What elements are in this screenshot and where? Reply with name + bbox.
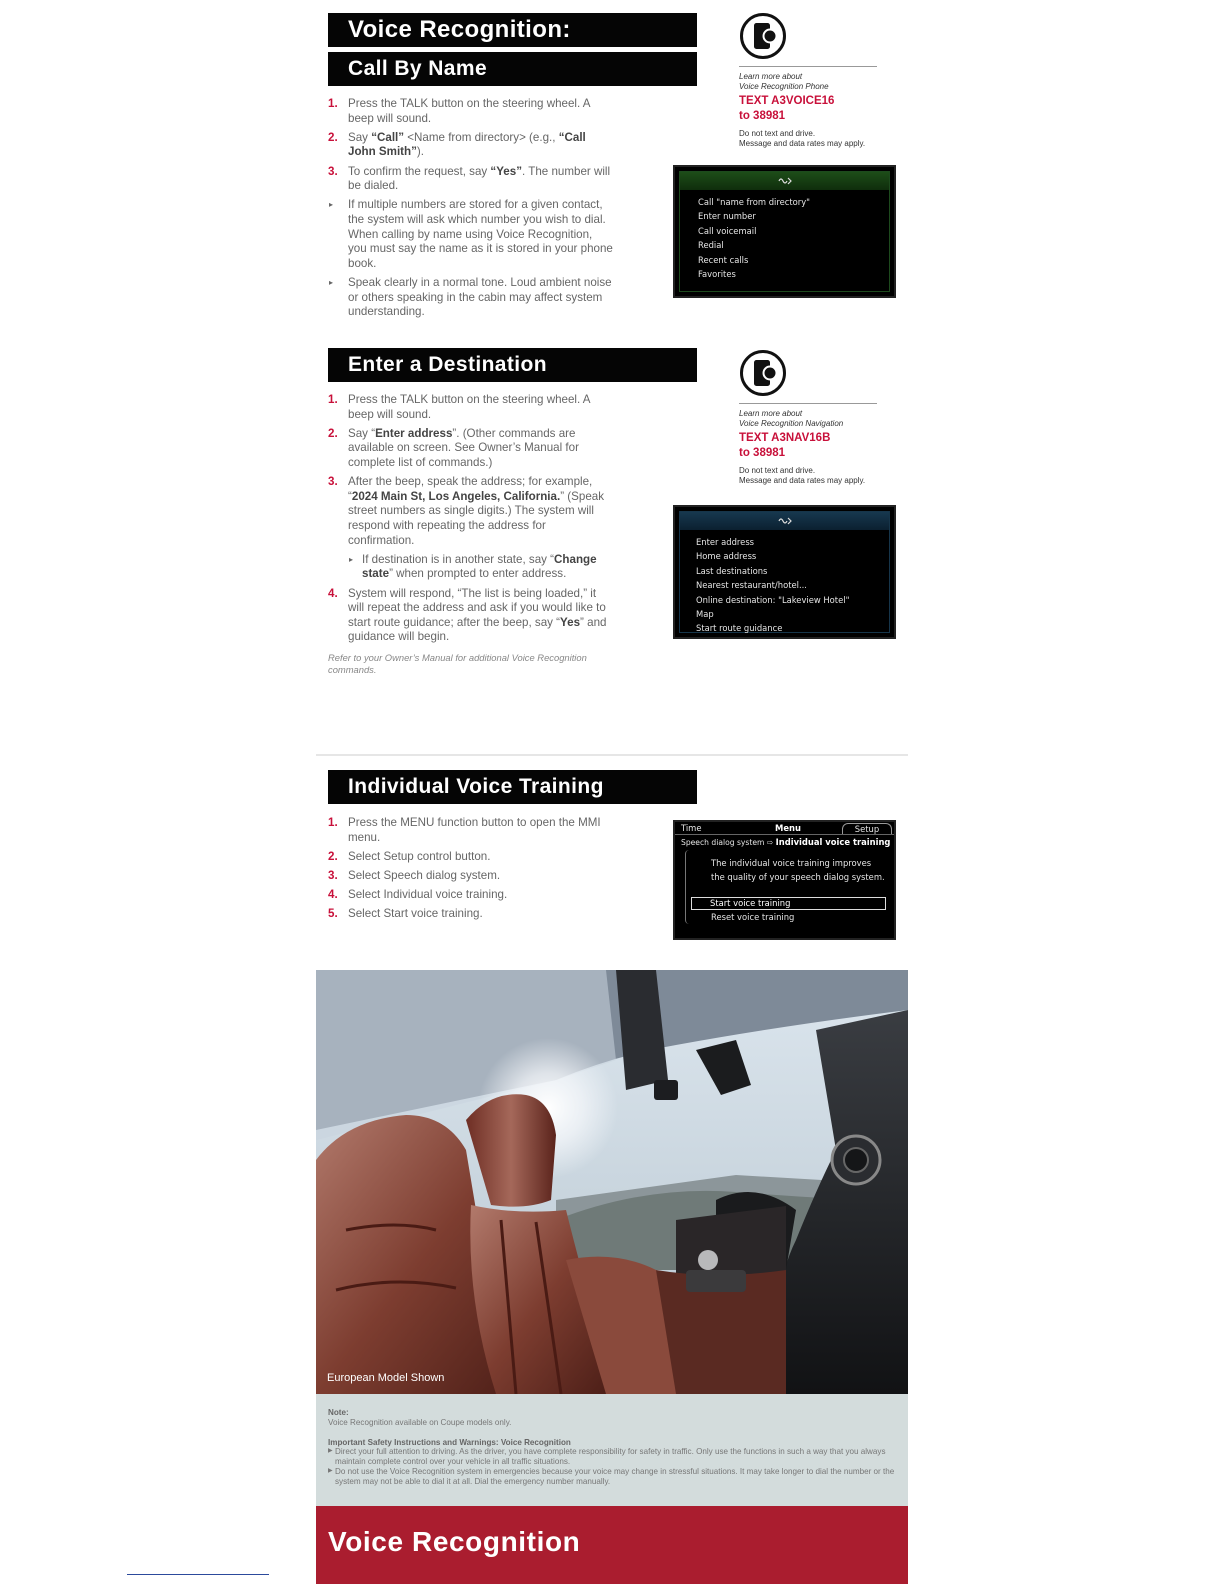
step-text: Select Individual voice training.	[348, 888, 508, 902]
screen-body-text	[711, 856, 885, 884]
car-interior-photo	[316, 970, 908, 1394]
note-title: Note:	[328, 1408, 349, 1417]
section1-title-line2: Call By Name	[328, 52, 697, 86]
safety-bullet-text: Direct your full attention to driving. As the driver, you have complete responsibility for safety in traffic. Only use the functions in such a way that you always maintain complete control over your vehicle in all traffic situations.	[335, 1447, 886, 1467]
breadcrumb-arrow-icon: ⇨	[766, 838, 774, 847]
phone-circle-icon	[739, 12, 787, 60]
breadcrumb-current: Individual voice training	[775, 837, 891, 847]
disclaimer-line1: Do not text and drive.	[739, 129, 816, 138]
step-text: . The number will be dialed.	[348, 164, 611, 193]
step-number: 2.	[328, 426, 338, 440]
phone-voice-screen	[673, 165, 896, 298]
step-item	[328, 587, 613, 645]
screen-menu-item: Recent calls	[698, 254, 749, 265]
step-text: ” and guidance will begin.	[348, 615, 607, 644]
step-number: 1.	[328, 393, 338, 406]
step-text: ” (Speak street numbers as single digits.) The system will respond with repeating the address for confirmation.	[348, 489, 605, 547]
margin-line	[127, 1574, 269, 1575]
step-text: To confirm the request, say	[348, 164, 491, 178]
text-code: TEXT A3NAV16B	[739, 432, 831, 444]
step-number: 2.	[328, 849, 338, 863]
photo-caption: European Model Shown	[327, 1372, 445, 1384]
bullet-triangle-icon: ▶	[328, 1448, 333, 1455]
screen-menu-item: Home address	[696, 551, 757, 562]
step-text: Speak clearly in a normal tone. Loud ambient noise or others speaking in the cabin may affect system understanding.	[348, 275, 612, 319]
screen-header	[680, 172, 889, 190]
learn-more-topic: Voice Recognition Navigation	[739, 419, 844, 428]
step-item	[328, 97, 613, 126]
text-number: to 38981	[739, 446, 786, 459]
footer-band	[316, 1506, 908, 1584]
step-emphasis: Change state	[362, 552, 597, 581]
step-text: Press the TALK button on the steering wheel. A beep will sound.	[348, 393, 590, 421]
step-item	[328, 427, 613, 471]
learn-more-rule	[739, 403, 877, 404]
navigation-voice-screen	[673, 505, 896, 639]
screen-menu-item: Enter number	[698, 211, 756, 222]
section2-title: Enter a Destination	[328, 348, 697, 382]
tab-setup: Setup	[842, 823, 892, 834]
step-number: 1.	[328, 816, 338, 829]
step-item	[328, 475, 613, 548]
learn-more-label: Learn more about	[739, 72, 803, 81]
footer-title: Voice Recognition	[328, 1526, 581, 1557]
section1-steps	[328, 97, 613, 324]
screen-menu-item: Map	[696, 608, 714, 619]
step-text: Say	[348, 130, 372, 144]
step-emphasis: Yes	[560, 615, 581, 629]
step-text: ”. (Other commands are available on screen. See Owner’s Manual for complete list of commands.)	[348, 426, 579, 469]
step-text: Press the TALK button on the steering wheel. A beep will sound.	[348, 97, 590, 125]
disclaimer-line2: Message and data rates may apply.	[739, 139, 866, 148]
disclaimer-line1: Do not text and drive.	[739, 466, 816, 475]
body-line2: the quality of your speech dialog system.	[711, 872, 885, 882]
tab-menu: Menu	[775, 823, 801, 833]
step-text: Press the MENU function button to open the MMI menu.	[348, 816, 601, 844]
navigation-commands-list	[680, 530, 889, 636]
screen-menu-item: Redial	[698, 240, 724, 251]
disclaimer-line2: Message and data rates may apply.	[739, 476, 866, 485]
step-item	[328, 131, 613, 160]
phone-commands-list	[680, 190, 889, 281]
step-emphasis: “Call John Smith”	[348, 130, 586, 159]
note-text: Voice Recognition available on Coupe models only.	[328, 1417, 512, 1427]
tab-time: Time	[681, 823, 702, 833]
step-item	[328, 907, 613, 922]
step-number: 3.	[328, 868, 338, 882]
text-number: to 38981	[739, 109, 786, 122]
screen-menu-item: Online destination: "Lakeview Hotel"	[696, 594, 850, 605]
learn-more-phone	[739, 12, 899, 149]
section3-title: Individual Voice Training	[328, 770, 697, 804]
screen-menu-item: Enter address	[696, 537, 755, 547]
step-text: System will respond, “The list is being loaded,” it will repeat the address and ask if you would like to start route guidance; after the beep, say “	[348, 586, 606, 629]
step-number: 3.	[328, 164, 338, 178]
step-text: Say “	[348, 426, 376, 440]
step-text: Select Speech dialog system.	[348, 868, 501, 882]
step-text: After the beep, speak the address; for example, “	[348, 475, 593, 503]
learn-more-rule	[739, 66, 877, 67]
step-item	[328, 393, 613, 422]
voice-training-screen	[673, 820, 896, 940]
section3-steps	[328, 816, 613, 927]
step-text: Select Start voice training.	[348, 907, 483, 921]
speech-wave-icon	[778, 176, 792, 186]
step-number: 2.	[328, 130, 338, 144]
safety-bullet	[328, 1447, 896, 1467]
step-item	[328, 816, 613, 845]
step-emphasis: 2024 Main St, Los Angeles, California.	[351, 489, 561, 503]
step-number: 4.	[328, 888, 338, 902]
safety-bullet	[328, 1467, 896, 1487]
step-number: 5.	[328, 907, 338, 921]
step-text: <Name from directory> (e.g.,	[404, 130, 559, 144]
bullet-triangle-icon: ▶	[328, 1467, 333, 1474]
step-text: ” when prompted to enter address.	[389, 567, 567, 581]
step-item	[328, 165, 613, 194]
step-number: 4.	[328, 586, 338, 600]
step-text: Select Setup control button.	[348, 849, 491, 863]
speech-wave-icon	[778, 516, 792, 526]
step-item	[328, 553, 613, 582]
learn-more-topic: Voice Recognition Phone	[739, 82, 829, 91]
screen-tab-bar	[675, 822, 894, 835]
screen-menu-item: Favorites	[698, 268, 736, 279]
step-number: 1.	[328, 97, 338, 110]
safety-title: Important Safety Instructions and Warnings: Voice Recognition	[328, 1437, 571, 1447]
section2-steps	[328, 393, 613, 649]
section-divider	[316, 754, 908, 756]
bullet-triangle-icon: ▸	[329, 277, 334, 287]
screen-menu-item: Call "name from directory"	[698, 197, 811, 207]
step-text: ).	[416, 145, 425, 159]
owners-manual-note: Refer to your Owner’s Manual for additional Voice Recognition commands.	[328, 652, 587, 675]
screen-breadcrumb	[681, 837, 890, 847]
learn-more-navigation	[739, 349, 899, 486]
section1-title-line1: Voice Recognition:	[328, 13, 697, 47]
notes-panel	[316, 1394, 908, 1506]
screen-bracket	[685, 850, 689, 924]
step-item	[328, 198, 613, 271]
screen-header	[680, 512, 889, 530]
reset-voice-training-option: Reset voice training	[711, 912, 795, 922]
step-text: If destination is in another state, say “	[362, 552, 555, 566]
screen-menu-item: Start route guidance	[696, 623, 783, 634]
step-item	[328, 869, 613, 884]
step-item	[328, 850, 613, 865]
car-interior-image	[316, 970, 908, 1394]
screen-menu-item: Nearest restaurant/hotel...	[696, 580, 807, 591]
breadcrumb-parent: Speech dialog system	[681, 838, 765, 847]
step-item	[328, 276, 613, 320]
safety-bullet-text: Do not use the Voice Recognition system in emergencies because your voice may change in stressful situations. It may take longer to dial the number or the system may not be able to dial it at all. Dial the emergency number manually.	[335, 1466, 895, 1486]
screen-menu-item: Call voicemail	[698, 225, 757, 236]
start-voice-training-option: Start voice training	[691, 897, 886, 910]
step-number: 3.	[328, 475, 338, 489]
step-emphasis: Enter address	[375, 426, 453, 440]
text-code: TEXT A3VOICE16	[739, 95, 835, 107]
learn-more-label: Learn more about	[739, 409, 803, 418]
bullet-triangle-icon: ▸	[349, 554, 354, 564]
step-text: If multiple numbers are stored for a given contact, the system will ask which number you wish to dial. When calling by name using Voice Recognition, you must say the name as it is stored in your phone book.	[348, 198, 613, 270]
step-emphasis: “Call”	[371, 130, 405, 144]
document-page	[316, 0, 908, 1584]
phone-circle-icon	[739, 349, 787, 397]
step-emphasis: “Yes”	[490, 164, 523, 178]
screen-menu-item: Last destinations	[696, 565, 768, 576]
step-item	[328, 888, 613, 903]
bullet-triangle-icon: ▸	[329, 200, 334, 210]
body-line1: The individual voice training improves	[711, 858, 872, 868]
